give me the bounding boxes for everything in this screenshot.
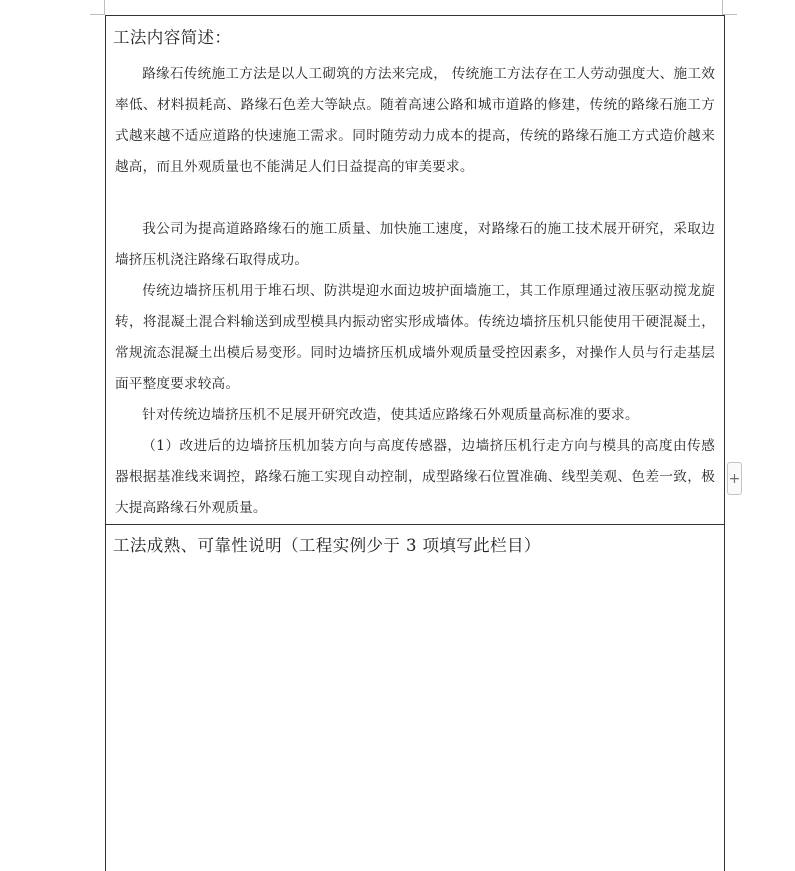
paragraph-company-research: 我公司为提高道路路缘石的施工质量、加快施工速度，对路缘石的施工技术展开研究，采取边墙挤压机浇注路缘石取得成功。	[115, 221, 715, 268]
paragraph-extruder-principle: 传统边墙挤压机用于堆石坝、防洪堤迎水面边坡护面墙施工，其工作原理通过液压驱动搅龙旋转，将混凝土混合料输送到成型模具内振动密实形成墙体。传统边墙挤压机只能使用干硬混凝土，常规流态混凝土出模后易变形。同时边墙挤压机成墙外观质量受控因素多，对操作人员与行走基层面平整度要求较高。	[115, 283, 715, 392]
page-corner-mark-left	[90, 0, 105, 15]
form-table	[105, 15, 725, 871]
page-corner-mark-right	[722, 0, 737, 15]
paragraph-traditional-method: 路缘石传统施工方法是以人工砌筑的方法来完成， 传统施工方法存在工人劳动强度大、施工效率低、材料损耗高、路缘石色差大等缺点。随着高速公路和城市道路的修建，传统的路缘石施工方式越来越不适应道路的快速施工需求。同时随劳动力成本的提高，传统的路缘石施工方式造价越来越高，而且外观质量也不能满足人们日益提高的审美要求。	[115, 66, 715, 175]
method-summary-cell[interactable]	[106, 16, 724, 525]
plus-icon: +	[728, 470, 741, 487]
paragraph-improvement-goal: 针对传统边墙挤压机不足展开研究改造，使其适应路缘石外观质量高标准的要求。	[142, 407, 639, 423]
maturity-reliability-heading: 工法成熟、可靠性说明（工程实例少于 3 项填写此栏目）	[113, 536, 541, 555]
method-summary-heading: 工法内容简述：	[113, 28, 232, 47]
paragraph-improvement-1: （1）改进后的边墙挤压机加装方向与高度传感器，边墙挤压机行走方向与模具的高度由传感器根据基准线来调控，路缘石施工实现自动控制，成型路缘石位置准确、线型美观、色差一致，极大提高路缘石外观质量。	[115, 438, 715, 516]
add-row-button[interactable]	[727, 462, 742, 495]
